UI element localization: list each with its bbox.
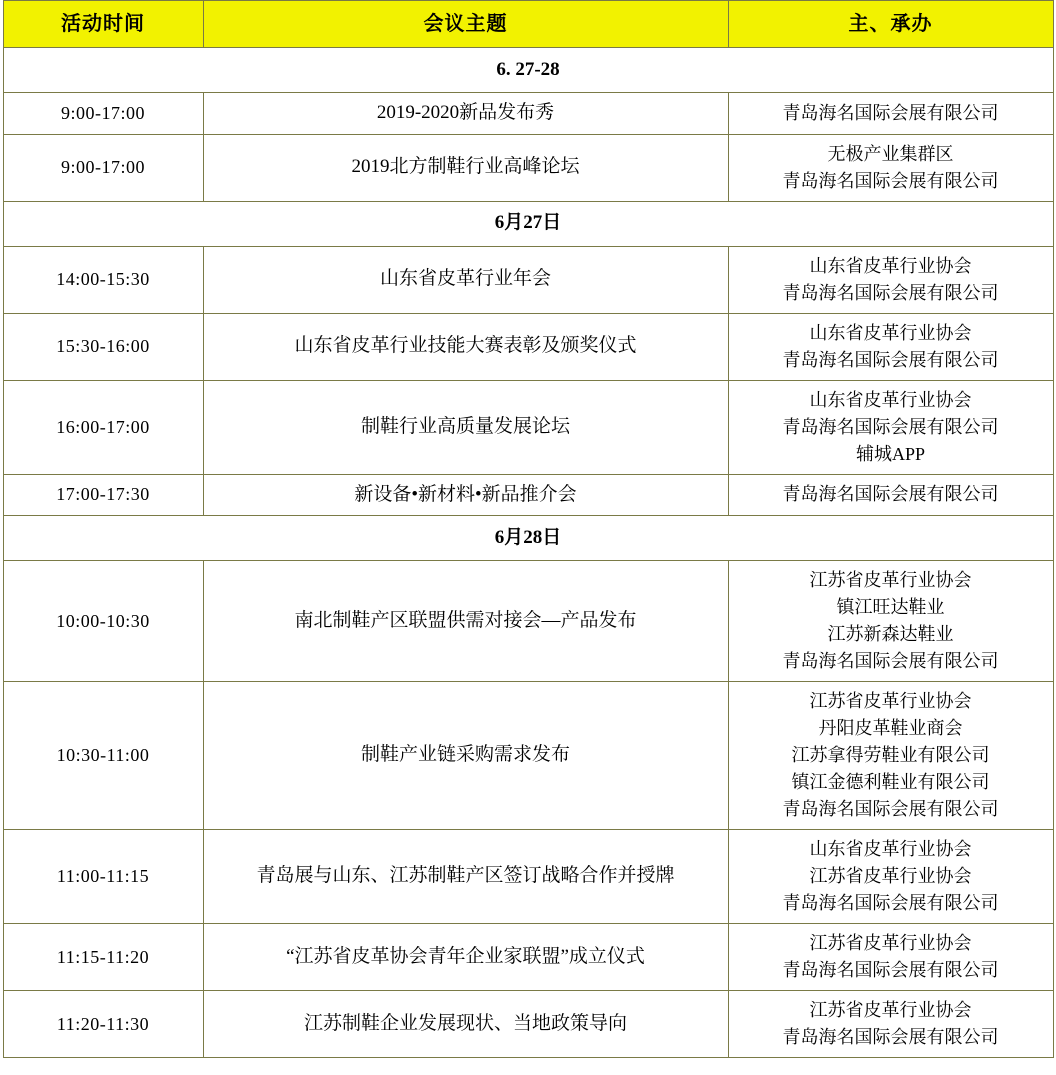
- organizer-line: 江苏新森达鞋业: [827, 624, 954, 644]
- header-row: [3, 1, 1053, 48]
- organizer-line: 江苏拿得劳鞋业有限公司: [791, 745, 990, 765]
- event-time: 10:00-10:30: [3, 561, 203, 682]
- table-body: [3, 48, 1053, 1058]
- event-time: 9:00-17:00: [3, 93, 203, 135]
- organizer-line: 青岛海名国际会展有限公司: [782, 170, 999, 191]
- section-label: 6月27日: [3, 201, 1053, 246]
- event-time: 15:30-16:00: [3, 313, 203, 380]
- event-organizer: [728, 830, 1053, 924]
- section-row: [3, 201, 1053, 246]
- event-organizer: [728, 474, 1053, 516]
- table-row: [3, 313, 1053, 380]
- organizer-line: 江苏省皮革行业协会: [809, 570, 972, 590]
- event-organizer: [728, 134, 1053, 201]
- organizer-line: 青岛海名国际会展有限公司: [782, 102, 999, 123]
- event-topic: 新设备•新材料•新品推介会: [203, 474, 728, 516]
- event-topic: 江苏制鞋企业发展现状、当地政策导向: [203, 991, 728, 1058]
- event-topic: 山东省皮革行业技能大赛表彰及颁奖仪式: [203, 313, 728, 380]
- event-topic: 2019-2020新品发布秀: [203, 93, 728, 135]
- section-row: [3, 48, 1053, 93]
- table-row: [3, 991, 1053, 1058]
- organizer-line: 青岛海名国际会展有限公司: [782, 282, 999, 303]
- event-organizer: [728, 561, 1053, 682]
- table-row: [3, 830, 1053, 924]
- event-time: 11:20-11:30: [3, 991, 203, 1058]
- organizer-line: 江苏省皮革行业协会: [809, 691, 972, 711]
- event-time: 14:00-15:30: [3, 246, 203, 313]
- event-schedule-table: [3, 0, 1054, 1058]
- section-label: 6. 27-28: [3, 48, 1053, 93]
- organizer-line: 青岛海名国际会展有限公司: [782, 893, 999, 913]
- organizer-line: 青岛海名国际会展有限公司: [782, 349, 999, 370]
- table-row: [3, 561, 1053, 682]
- organizer-line: 青岛海名国际会展有限公司: [782, 960, 999, 980]
- table-row: [3, 134, 1053, 201]
- organizer-line: 山东省皮革行业协会: [809, 322, 972, 343]
- organizer-line: 青岛海名国际会展有限公司: [782, 416, 999, 437]
- event-organizer: [728, 313, 1053, 380]
- event-organizer: [728, 380, 1053, 474]
- event-time: 11:00-11:15: [3, 830, 203, 924]
- event-time: 16:00-17:00: [3, 380, 203, 474]
- column-header-time: 活动时间: [3, 1, 203, 48]
- event-time: 9:00-17:00: [3, 134, 203, 201]
- event-topic: 制鞋行业高质量发展论坛: [203, 380, 728, 474]
- event-organizer: [728, 991, 1053, 1058]
- organizer-line: 青岛海名国际会展有限公司: [782, 1027, 999, 1047]
- organizer-line: 镇江旺达鞋业: [836, 597, 945, 617]
- event-topic: “江苏省皮革协会青年企业家联盟”成立仪式: [203, 924, 728, 991]
- organizer-line: 辅城APP: [855, 443, 926, 464]
- table-row: [3, 474, 1053, 516]
- organizer-line: 山东省皮革行业协会: [809, 389, 972, 410]
- event-organizer: [728, 682, 1053, 830]
- organizer-line: 镇江金德利鞋业有限公司: [791, 772, 990, 792]
- table-row: [3, 380, 1053, 474]
- event-time: 10:30-11:00: [3, 682, 203, 830]
- column-header-organizer: 主、承办: [728, 1, 1053, 48]
- organizer-line: 山东省皮革行业协会: [809, 255, 972, 276]
- organizer-line: 青岛海名国际会展有限公司: [782, 484, 999, 505]
- table-row: [3, 246, 1053, 313]
- column-header-topic: 会议主题: [203, 1, 728, 48]
- organizer-line: 无极产业集群区: [827, 143, 954, 164]
- event-topic: 青岛展与山东、江苏制鞋产区签订战略合作并授牌: [203, 830, 728, 924]
- organizer-line: 江苏省皮革行业协会: [809, 933, 972, 953]
- event-time: 17:00-17:30: [3, 474, 203, 516]
- table-row: [3, 93, 1053, 135]
- event-topic: 山东省皮革行业年会: [203, 246, 728, 313]
- section-label: 6月28日: [3, 516, 1053, 561]
- event-organizer: [728, 924, 1053, 991]
- event-topic: 制鞋产业链采购需求发布: [203, 682, 728, 830]
- table-row: [3, 682, 1053, 830]
- organizer-line: 青岛海名国际会展有限公司: [782, 799, 999, 819]
- organizer-line: 青岛海名国际会展有限公司: [782, 651, 999, 671]
- event-time: 11:15-11:20: [3, 924, 203, 991]
- event-topic: 2019北方制鞋行业高峰论坛: [203, 134, 728, 201]
- table-header: [3, 1, 1053, 48]
- event-organizer: [728, 93, 1053, 135]
- event-topic: 南北制鞋产区联盟供需对接会—产品发布: [203, 561, 728, 682]
- organizer-line: 丹阳皮革鞋业商会: [818, 718, 963, 738]
- organizer-line: 江苏省皮革行业协会: [809, 866, 972, 886]
- table-row: [3, 924, 1053, 991]
- organizer-line: 山东省皮革行业协会: [809, 839, 972, 859]
- event-organizer: [728, 246, 1053, 313]
- organizer-line: 江苏省皮革行业协会: [809, 1000, 972, 1020]
- section-row: [3, 516, 1053, 561]
